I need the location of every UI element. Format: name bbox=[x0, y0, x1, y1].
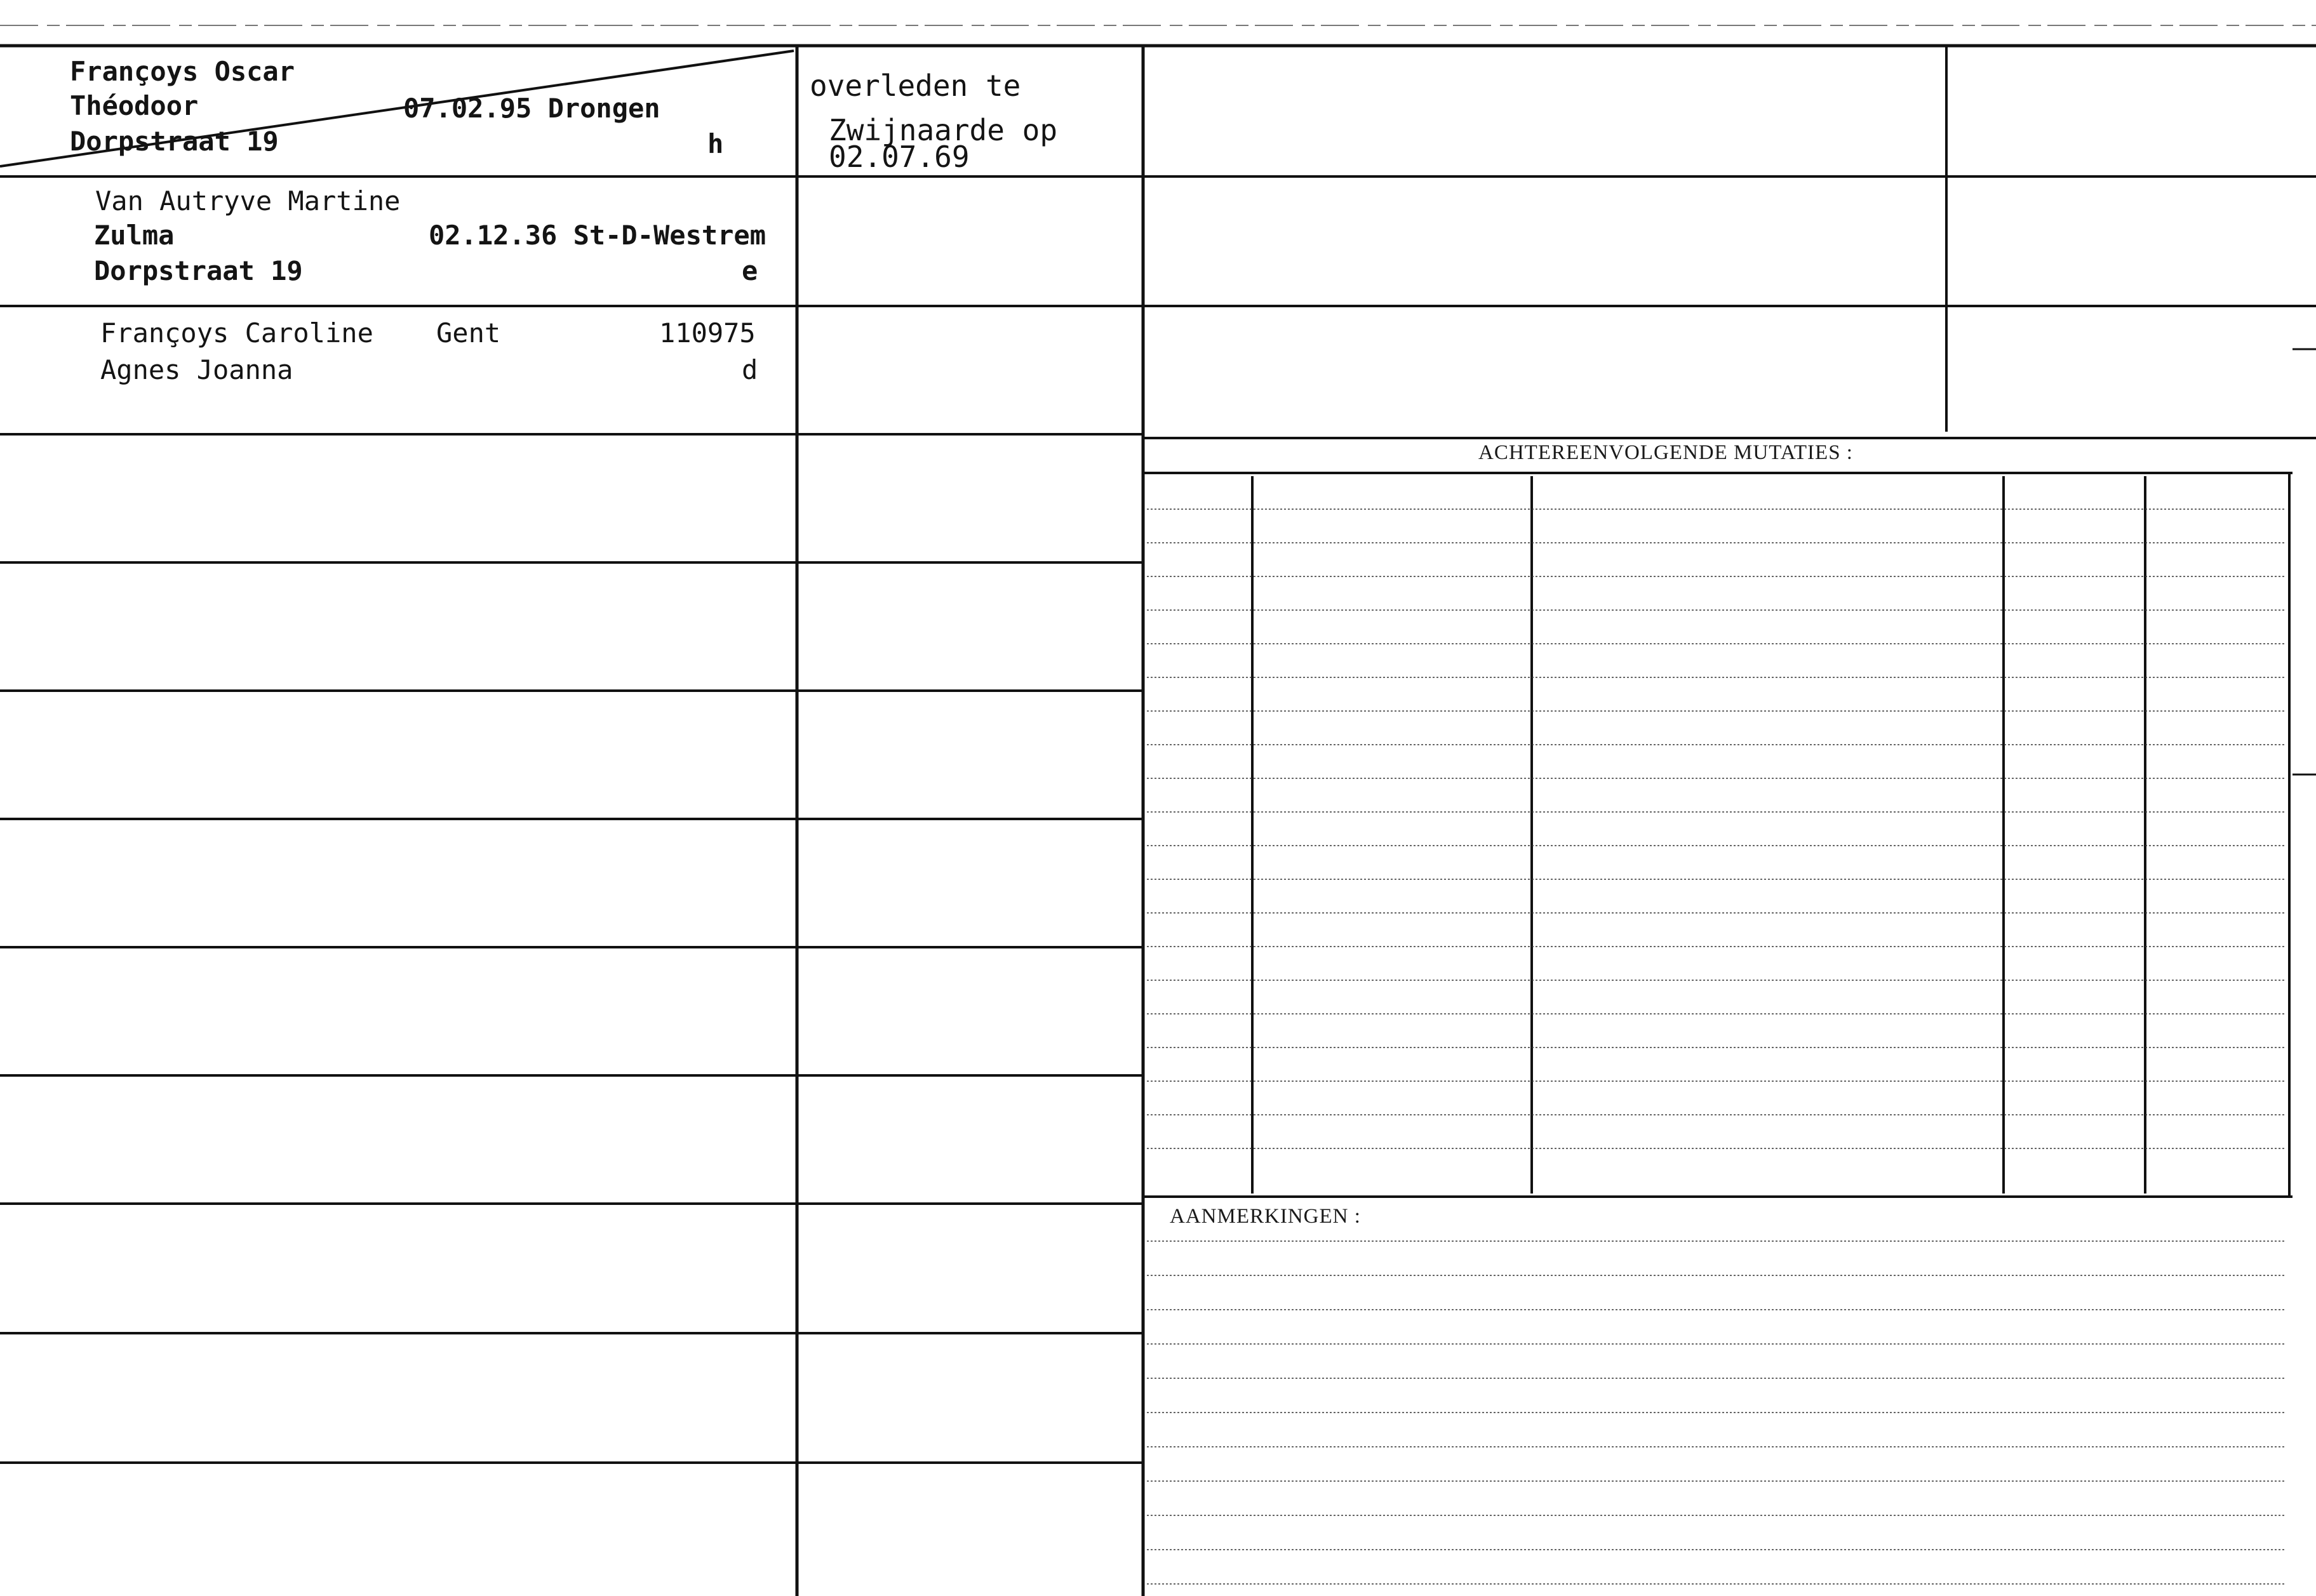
mutations-dotted-rows bbox=[1147, 509, 2286, 1148]
person-2-address: Dorpstraat 19 bbox=[94, 255, 303, 286]
person-2-name-line1: Van Autryve Martine bbox=[95, 185, 401, 216]
person-3-name-line2: Agnes Joanna bbox=[100, 354, 293, 385]
person-3-birth-number: 110975 bbox=[659, 317, 756, 349]
person-1-name-line2: Théodoor bbox=[70, 90, 199, 121]
person-3-code: d bbox=[742, 354, 758, 385]
remarks-dotted-rows bbox=[1147, 1241, 2286, 1584]
person-1-note-line1: overleden te bbox=[810, 69, 1021, 103]
remarks-header: AANMERKINGEN : bbox=[1170, 1205, 1361, 1228]
person-1-name-line1: Françoys Oscar bbox=[70, 56, 295, 87]
person-2-name-line2: Zulma bbox=[94, 220, 175, 251]
person-2-birth: 02.12.36 St-D-Westrem bbox=[429, 220, 766, 251]
person-3-name-line1: Françoys Caroline bbox=[100, 317, 373, 349]
person-3-birth-place: Gent bbox=[436, 317, 501, 349]
person-row-lines bbox=[0, 176, 2316, 1463]
mutations-column-lines bbox=[1252, 473, 2289, 1197]
person-2-code: e bbox=[742, 255, 758, 286]
person-1-birth: 07.02.95 Drongen bbox=[403, 93, 660, 124]
person-1-note-line3: 02.07.69 bbox=[829, 140, 970, 174]
person-1-address: Dorpstraat 19 bbox=[70, 126, 279, 157]
mutations-header: ACHTEREENVOLGENDE MUTATIES : bbox=[1478, 441, 1853, 464]
person-1-note-line2: Zwijnaarde op bbox=[829, 113, 1058, 147]
person-1-code: h bbox=[707, 128, 724, 159]
